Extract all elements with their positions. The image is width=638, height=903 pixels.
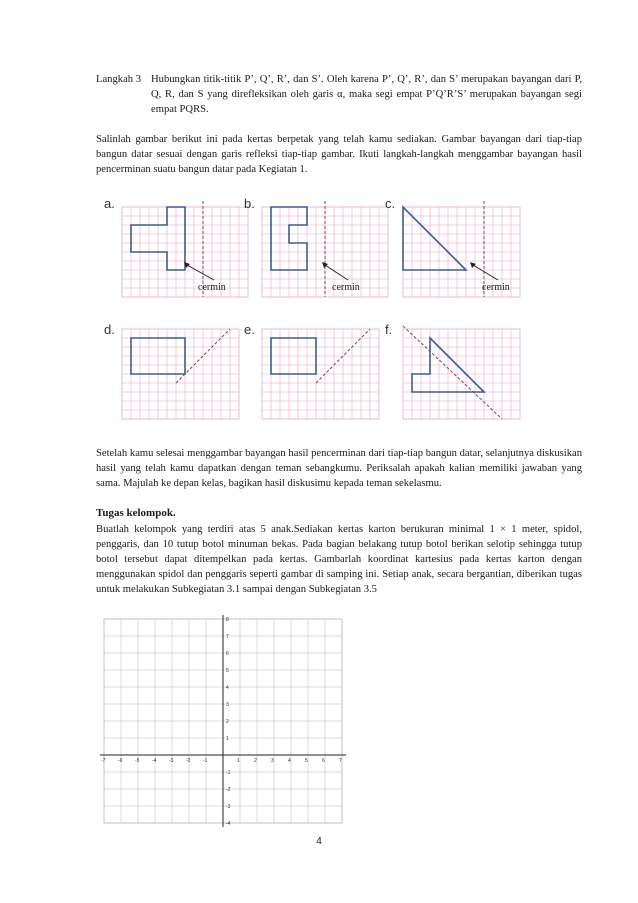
figure-d: [104, 322, 239, 419]
figure-c: [385, 196, 520, 297]
x-tick-label: -6: [118, 758, 123, 764]
cartesian-grid: [100, 615, 340, 827]
step-3-text: Hubungkan titik-titik P’, Q’, R’, dan S’. Oleh karena P’, Q’, R’, dan S’ merupakan bayangan dari P, Q, R, dan S yang direfleksikan oleh garis α, maka segi empat P’Q’R’S’ merupakan bayangan segi empat PQRS.: [151, 74, 582, 115]
x-tick-label: 2: [254, 758, 257, 764]
y-tick-label: 2: [226, 719, 229, 725]
x-tick-label: -3: [169, 758, 174, 764]
task-heading: Tugas kelompok.: [96, 507, 176, 519]
x-tick-label: 4: [288, 758, 291, 764]
task-paragraph: Buatlah kelompok yang terdiri atas 5 anak.Sediakan kertas karton berukuran minimal 1 × 1 meter, spidol, penggaris, dan 10 tutup botol minuman bekas. Pada bagian belakang tutup botol berikan selotip sehingga tutup botol tersebut dapat ditempelkan pada kertas. Gambarlah koordinat kartesius pada kertas karton dengan menggunakan spidol dan penggaris seperti gambar di samping ini. Setiap anak, secara bergantian, diberikan tugas untuk melakukan Subkegiatan 3.1 sampai dengan Subkegiatan 3.5: [96, 524, 582, 595]
figure-label-f: f.: [385, 322, 393, 337]
x-tick-label: 1: [237, 758, 240, 764]
y-tick-label: 8: [226, 617, 229, 623]
figure-b: [244, 196, 388, 297]
figure-label-b: b.: [244, 196, 255, 211]
figure-label-c: c.: [385, 196, 396, 211]
mirror-label: cermin: [332, 282, 360, 293]
x-tick-label: 5: [305, 758, 308, 764]
x-tick-label: -5: [135, 758, 140, 764]
y-tick-label: -4: [226, 821, 231, 827]
x-tick-label: -7: [101, 758, 106, 764]
y-tick-label: -1: [226, 770, 231, 776]
y-tick-label: 5: [226, 668, 229, 674]
instruction-paragraph: Salinlah gambar berikut ini pada kertas berpetak yang telah kamu sediakan. Gambar bayangan dari tiap-tiap bangun datar sesuai dengan garis refleksi tiap-tiap gambar. Ikuti langkah-langkah menggambar bayangan hasil pencerminan suatu bangun datar pada Kegiatan 1.: [96, 134, 582, 175]
page-number: 4: [316, 836, 322, 847]
figure-f: [385, 322, 520, 419]
x-tick-label: 7: [339, 758, 342, 764]
mirror-label: cermin: [198, 282, 226, 293]
x-tick-label: -1: [203, 758, 208, 764]
y-tick-label: -2: [226, 787, 231, 793]
figure-label-d: d.: [104, 322, 115, 337]
x-tick-label: -4: [152, 758, 157, 764]
y-tick-label: 6: [226, 651, 229, 657]
figure-label-e: e.: [244, 322, 255, 337]
y-tick-label: 3: [226, 702, 229, 708]
x-tick-label: 6: [322, 758, 325, 764]
figure-a: [104, 196, 248, 297]
y-tick-label: 7: [226, 634, 229, 640]
x-tick-label: -2: [186, 758, 191, 764]
y-tick-label: 4: [226, 685, 229, 691]
figure-e: [244, 322, 379, 419]
mirror-label: cermin: [482, 282, 510, 293]
reflection-figures: [0, 190, 638, 450]
discussion-paragraph: Setelah kamu selesai menggambar bayangan hasil pencerminan dari tiap-tiap bangun datar, selanjutnya diskusikan hasil yang telah kamu dapatkan dengan teman sebangkumu. Periksalah apakah kalian memiliki jawaban yang sama. Majulah ke depan kelas, bagikan hasil diskusimu kepada teman sekelasmu.: [96, 448, 582, 489]
step-3: [96, 72, 582, 117]
figure-label-a: a.: [104, 196, 115, 211]
x-tick-label: 3: [271, 758, 274, 764]
y-tick-label: -3: [226, 804, 231, 810]
step-3-label: Langkah 3: [96, 74, 142, 85]
y-tick-label: 1: [226, 736, 229, 742]
